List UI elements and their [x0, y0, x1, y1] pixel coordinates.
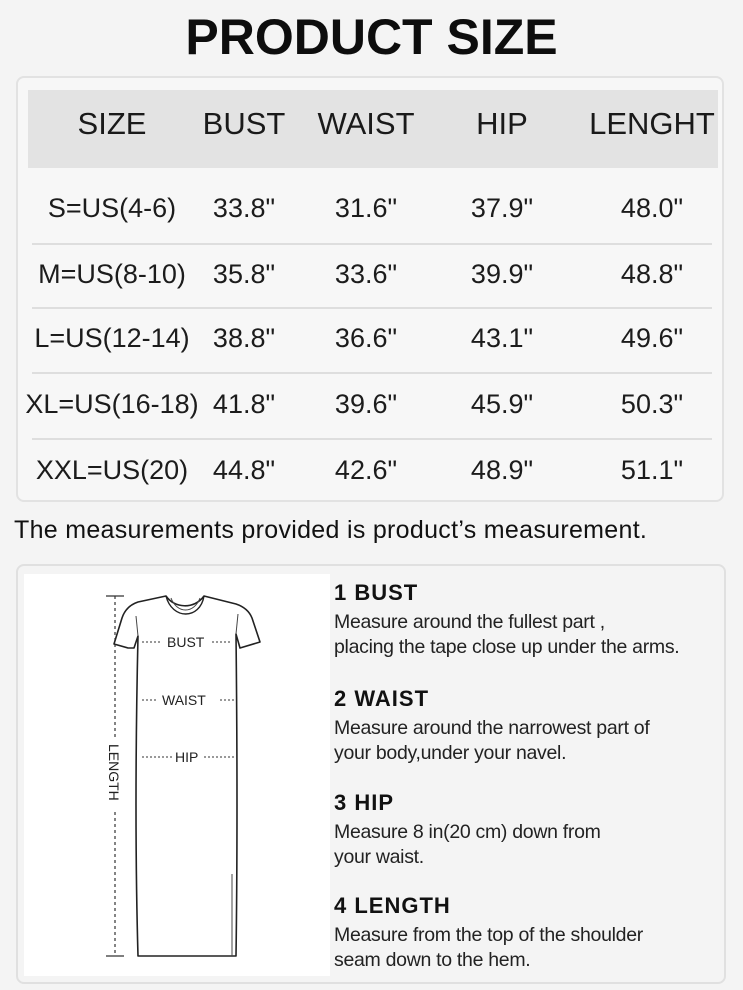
cell-hip: 45.9"	[470, 389, 534, 419]
measurement-note: The measurements provided is product’s measurement.	[14, 516, 648, 544]
cell-bust: 35.8"	[212, 259, 276, 289]
table-row	[32, 244, 710, 308]
cell-length: 48.0"	[620, 193, 684, 223]
guide-hip	[334, 790, 601, 870]
guide-line: Measure from the top of the shoulder	[334, 924, 643, 946]
guide-line: Measure around the fullest part ,	[334, 611, 605, 633]
header-size: SIZE	[77, 106, 147, 141]
cell-size: XXL=US(20)	[35, 455, 189, 485]
guide-title: 2 WAIST	[334, 686, 430, 711]
table-row	[32, 440, 710, 504]
cell-waist: 42.6"	[334, 455, 398, 485]
guide-line: Measure 8 in(20 cm) down from	[334, 821, 601, 843]
cell-bust: 44.8"	[212, 455, 276, 485]
cell-bust: 33.8"	[212, 193, 276, 223]
guide-title: 4 LENGTH	[334, 893, 451, 918]
cell-hip: 37.9"	[470, 193, 534, 223]
guide-description	[334, 820, 601, 870]
table-row	[32, 308, 710, 372]
table-header-row	[28, 90, 718, 168]
bust-label: BUST	[167, 634, 205, 650]
cell-size: S=US(4-6)	[47, 193, 177, 223]
cell-waist: 39.6"	[334, 389, 398, 419]
guide-title: 1 BUST	[334, 580, 419, 605]
waist-label: WAIST	[162, 692, 206, 708]
guide-line: seam down to the hem.	[334, 949, 531, 971]
cell-bust: 41.8"	[212, 389, 276, 419]
cell-length: 50.3"	[620, 389, 684, 419]
cell-waist: 31.6"	[334, 193, 398, 223]
cell-length: 48.8"	[620, 259, 684, 289]
table-row	[25, 374, 710, 438]
guide-description	[334, 716, 649, 766]
guide-title: 3 HIP	[334, 790, 395, 815]
cell-size: L=US(12-14)	[34, 323, 190, 353]
hip-label: HIP	[175, 749, 199, 765]
cell-size: M=US(8-10)	[38, 259, 186, 289]
cell-hip: 43.1"	[470, 323, 534, 353]
size-table	[16, 76, 724, 502]
guide-waist	[334, 686, 649, 766]
header-waist: WAIST	[317, 106, 415, 141]
guide-line: placing the tape close up under the arms.	[334, 636, 680, 658]
dress-illustration	[24, 574, 330, 976]
guide-length	[334, 893, 643, 973]
cell-size: XL=US(16-18)	[25, 389, 199, 419]
cell-waist: 33.6"	[334, 259, 398, 289]
table-row	[32, 178, 710, 242]
guide-line: Measure around the narrowest part of	[334, 717, 650, 739]
dress-outline-icon	[114, 596, 260, 956]
header-length: LENGHT	[589, 106, 715, 141]
cell-hip: 48.9"	[470, 455, 534, 485]
guide-bust	[334, 580, 679, 660]
measuring-guide	[16, 564, 726, 984]
dress-diagram	[24, 574, 330, 976]
header-bust: BUST	[202, 106, 286, 141]
header-hip: HIP	[476, 106, 528, 141]
cell-length: 51.1"	[620, 455, 684, 485]
guide-description	[334, 610, 679, 660]
guide-line: your body,under your navel.	[334, 742, 567, 764]
cell-waist: 36.6"	[334, 323, 398, 353]
cell-bust: 38.8"	[212, 323, 276, 353]
cell-hip: 39.9"	[470, 259, 534, 289]
page-title: PRODUCT SIZE	[185, 9, 558, 65]
cell-length: 49.6"	[620, 323, 684, 353]
guide-line: your waist.	[334, 846, 424, 868]
length-label: LENGTH	[106, 744, 122, 801]
guide-description	[334, 923, 643, 973]
